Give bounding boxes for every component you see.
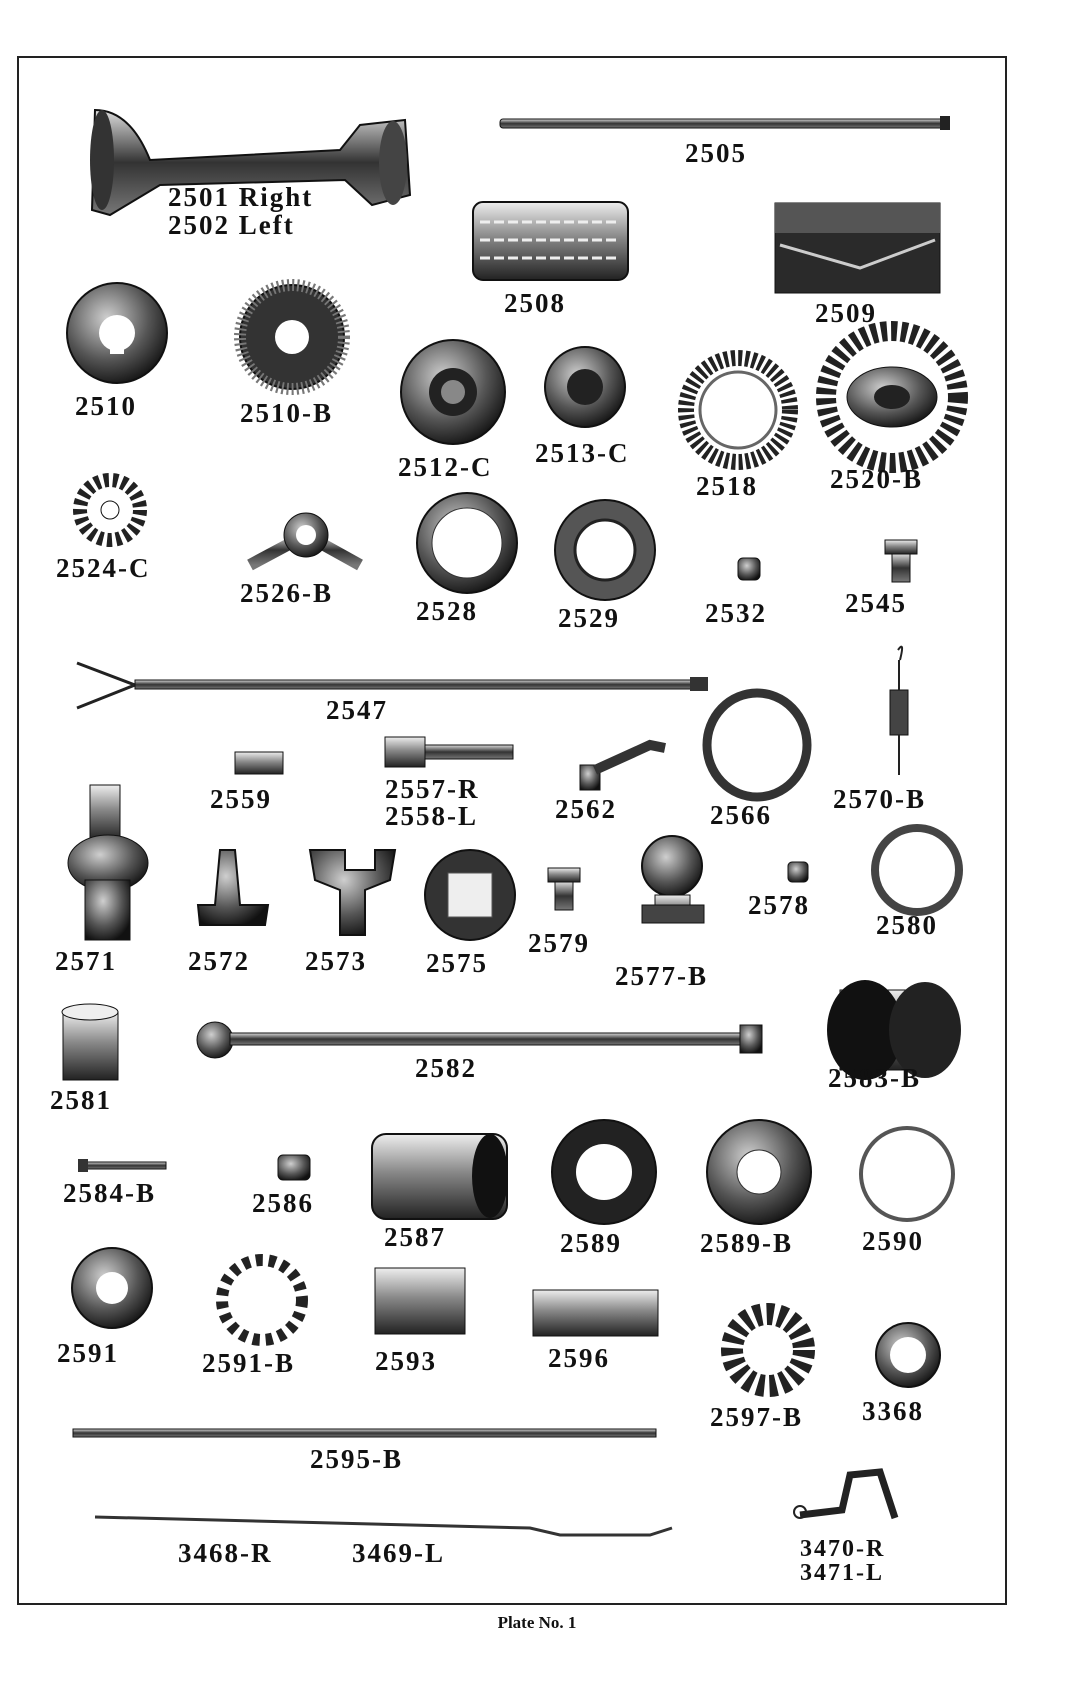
differential-case-icon xyxy=(401,340,505,444)
part-label-2595-b: 2595-B xyxy=(310,1444,403,1474)
part-label-2529: 2529 xyxy=(558,603,620,633)
spring-icon xyxy=(890,647,908,775)
joint-ring-icon xyxy=(425,850,515,940)
part-label-2577-b: 2577-B xyxy=(615,961,708,991)
drive-shaft-icon xyxy=(197,1022,762,1058)
sleeve-icon xyxy=(375,1268,465,1334)
part-label-2528: 2528 xyxy=(416,596,478,626)
part-label-2571: 2571 xyxy=(55,946,117,976)
part-label-3470-r: 3470-R xyxy=(800,1536,886,1562)
plug-icon xyxy=(738,558,760,580)
part-label-3469-l: 3469-L xyxy=(352,1538,445,1568)
pinion-gear-icon xyxy=(732,1314,804,1386)
part-label-2510: 2510 xyxy=(75,391,137,421)
part-label-2532: 2532 xyxy=(705,598,767,628)
part-label-2562: 2562 xyxy=(555,794,617,824)
part-label-2518: 2518 xyxy=(696,471,758,501)
plug-icon xyxy=(278,1155,310,1180)
bearing-cup-icon xyxy=(552,1120,656,1224)
plate-caption: Plate No. 1 xyxy=(497,1613,577,1632)
part-label-2589: 2589 xyxy=(560,1228,622,1258)
brake-rod-icon xyxy=(95,1517,672,1535)
part-label-2501: 2501 Right xyxy=(168,182,314,212)
differential-case-half-icon xyxy=(545,347,625,427)
part-label-2502: 2502 Left xyxy=(168,210,295,240)
gasket-icon xyxy=(875,828,959,912)
retainer-ring-icon xyxy=(861,1128,953,1220)
roller-bearing-icon xyxy=(473,202,628,280)
roller-bearing-sleeve-icon xyxy=(775,203,940,293)
part-label-3368: 3368 xyxy=(862,1396,924,1426)
part-label-2587: 2587 xyxy=(384,1222,446,1252)
clip-icon xyxy=(794,1472,895,1518)
ball-housing-icon xyxy=(642,836,704,923)
part-label-2520-b: 2520-B xyxy=(830,464,923,494)
part-label-2545: 2545 xyxy=(845,588,907,618)
part-label-3471-l: 3471-L xyxy=(800,1560,884,1586)
part-label-2597-b: 2597-B xyxy=(710,1402,803,1432)
part-label-2583-b: 2583-B xyxy=(828,1063,921,1093)
brake-lever-icon xyxy=(580,745,665,790)
part-label-2559: 2559 xyxy=(210,784,272,814)
thrust-plate-icon xyxy=(555,500,655,600)
bevel-gear-icon xyxy=(826,331,958,463)
part-label-2580: 2580 xyxy=(876,910,938,940)
part-label-2524-c: 2524-C xyxy=(56,553,151,583)
part-label-2509: 2509 xyxy=(815,298,877,328)
part-label-2508: 2508 xyxy=(504,288,566,318)
part-label-2591: 2591 xyxy=(57,1338,119,1368)
nut-icon xyxy=(788,862,808,882)
keyed-washer-icon xyxy=(67,283,167,383)
part-label-2575: 2575 xyxy=(426,948,488,978)
thrust-washer-icon xyxy=(417,493,517,593)
part-label-2558-l: 2558-L xyxy=(385,801,478,831)
part-label-2570-b: 2570-B xyxy=(833,784,926,814)
part-label-2513-c: 2513-C xyxy=(535,438,630,468)
pinion-gear-icon xyxy=(80,480,140,540)
part-label-2505: 2505 xyxy=(685,138,747,168)
part-label-2591-b: 2591-B xyxy=(202,1348,295,1378)
ball-race-icon xyxy=(72,1248,152,1328)
ring-gear-icon xyxy=(686,358,790,462)
yoke-icon xyxy=(310,850,395,935)
tube-icon xyxy=(533,1290,658,1336)
part-label-2526-b: 2526-B xyxy=(240,578,333,608)
bolt-icon xyxy=(78,1159,166,1172)
grease-cup-icon xyxy=(548,868,580,910)
part-label-2547: 2547 xyxy=(326,695,388,725)
part-label-2593: 2593 xyxy=(375,1346,437,1376)
part-label-2510-b: 2510-B xyxy=(240,398,333,428)
ball-retainer-icon xyxy=(222,1260,302,1340)
universal-joint-icon xyxy=(68,785,148,940)
part-label-2566: 2566 xyxy=(710,800,772,830)
bearing-cone-icon xyxy=(707,1120,811,1224)
grease-cup-icon xyxy=(885,540,917,582)
part-label-2578: 2578 xyxy=(748,890,810,920)
part-label-2581: 2581 xyxy=(50,1085,112,1115)
brake-shoe-icon xyxy=(707,693,807,797)
part-label-3468-r: 3468-R xyxy=(178,1538,273,1568)
spider-icon xyxy=(250,470,360,565)
fibre-washer-icon xyxy=(240,285,344,389)
part-label-2586: 2586 xyxy=(252,1188,314,1218)
part-label-2572: 2572 xyxy=(188,946,250,976)
yoke-icon xyxy=(198,850,268,925)
gasket-icon xyxy=(876,1323,940,1387)
part-label-2584-b: 2584-B xyxy=(63,1178,156,1208)
shaft-rod-icon xyxy=(500,116,950,130)
roller-bearing-icon xyxy=(372,1134,508,1219)
radius-rod-icon xyxy=(77,663,708,708)
part-label-2557-r: 2557-R xyxy=(385,774,480,804)
cam-shaft-icon xyxy=(385,737,513,767)
part-label-2582: 2582 xyxy=(415,1053,477,1083)
part-label-2590: 2590 xyxy=(862,1226,924,1256)
sleeve-icon xyxy=(62,1004,118,1080)
bushing-icon xyxy=(235,752,283,774)
part-label-2512-c: 2512-C xyxy=(398,452,493,482)
part-label-2579: 2579 xyxy=(528,928,590,958)
part-label-2596: 2596 xyxy=(548,1343,610,1373)
part-label-2573: 2573 xyxy=(305,946,367,976)
part-label-2589-b: 2589-B xyxy=(700,1228,793,1258)
shaft-rod-icon xyxy=(73,1429,656,1437)
